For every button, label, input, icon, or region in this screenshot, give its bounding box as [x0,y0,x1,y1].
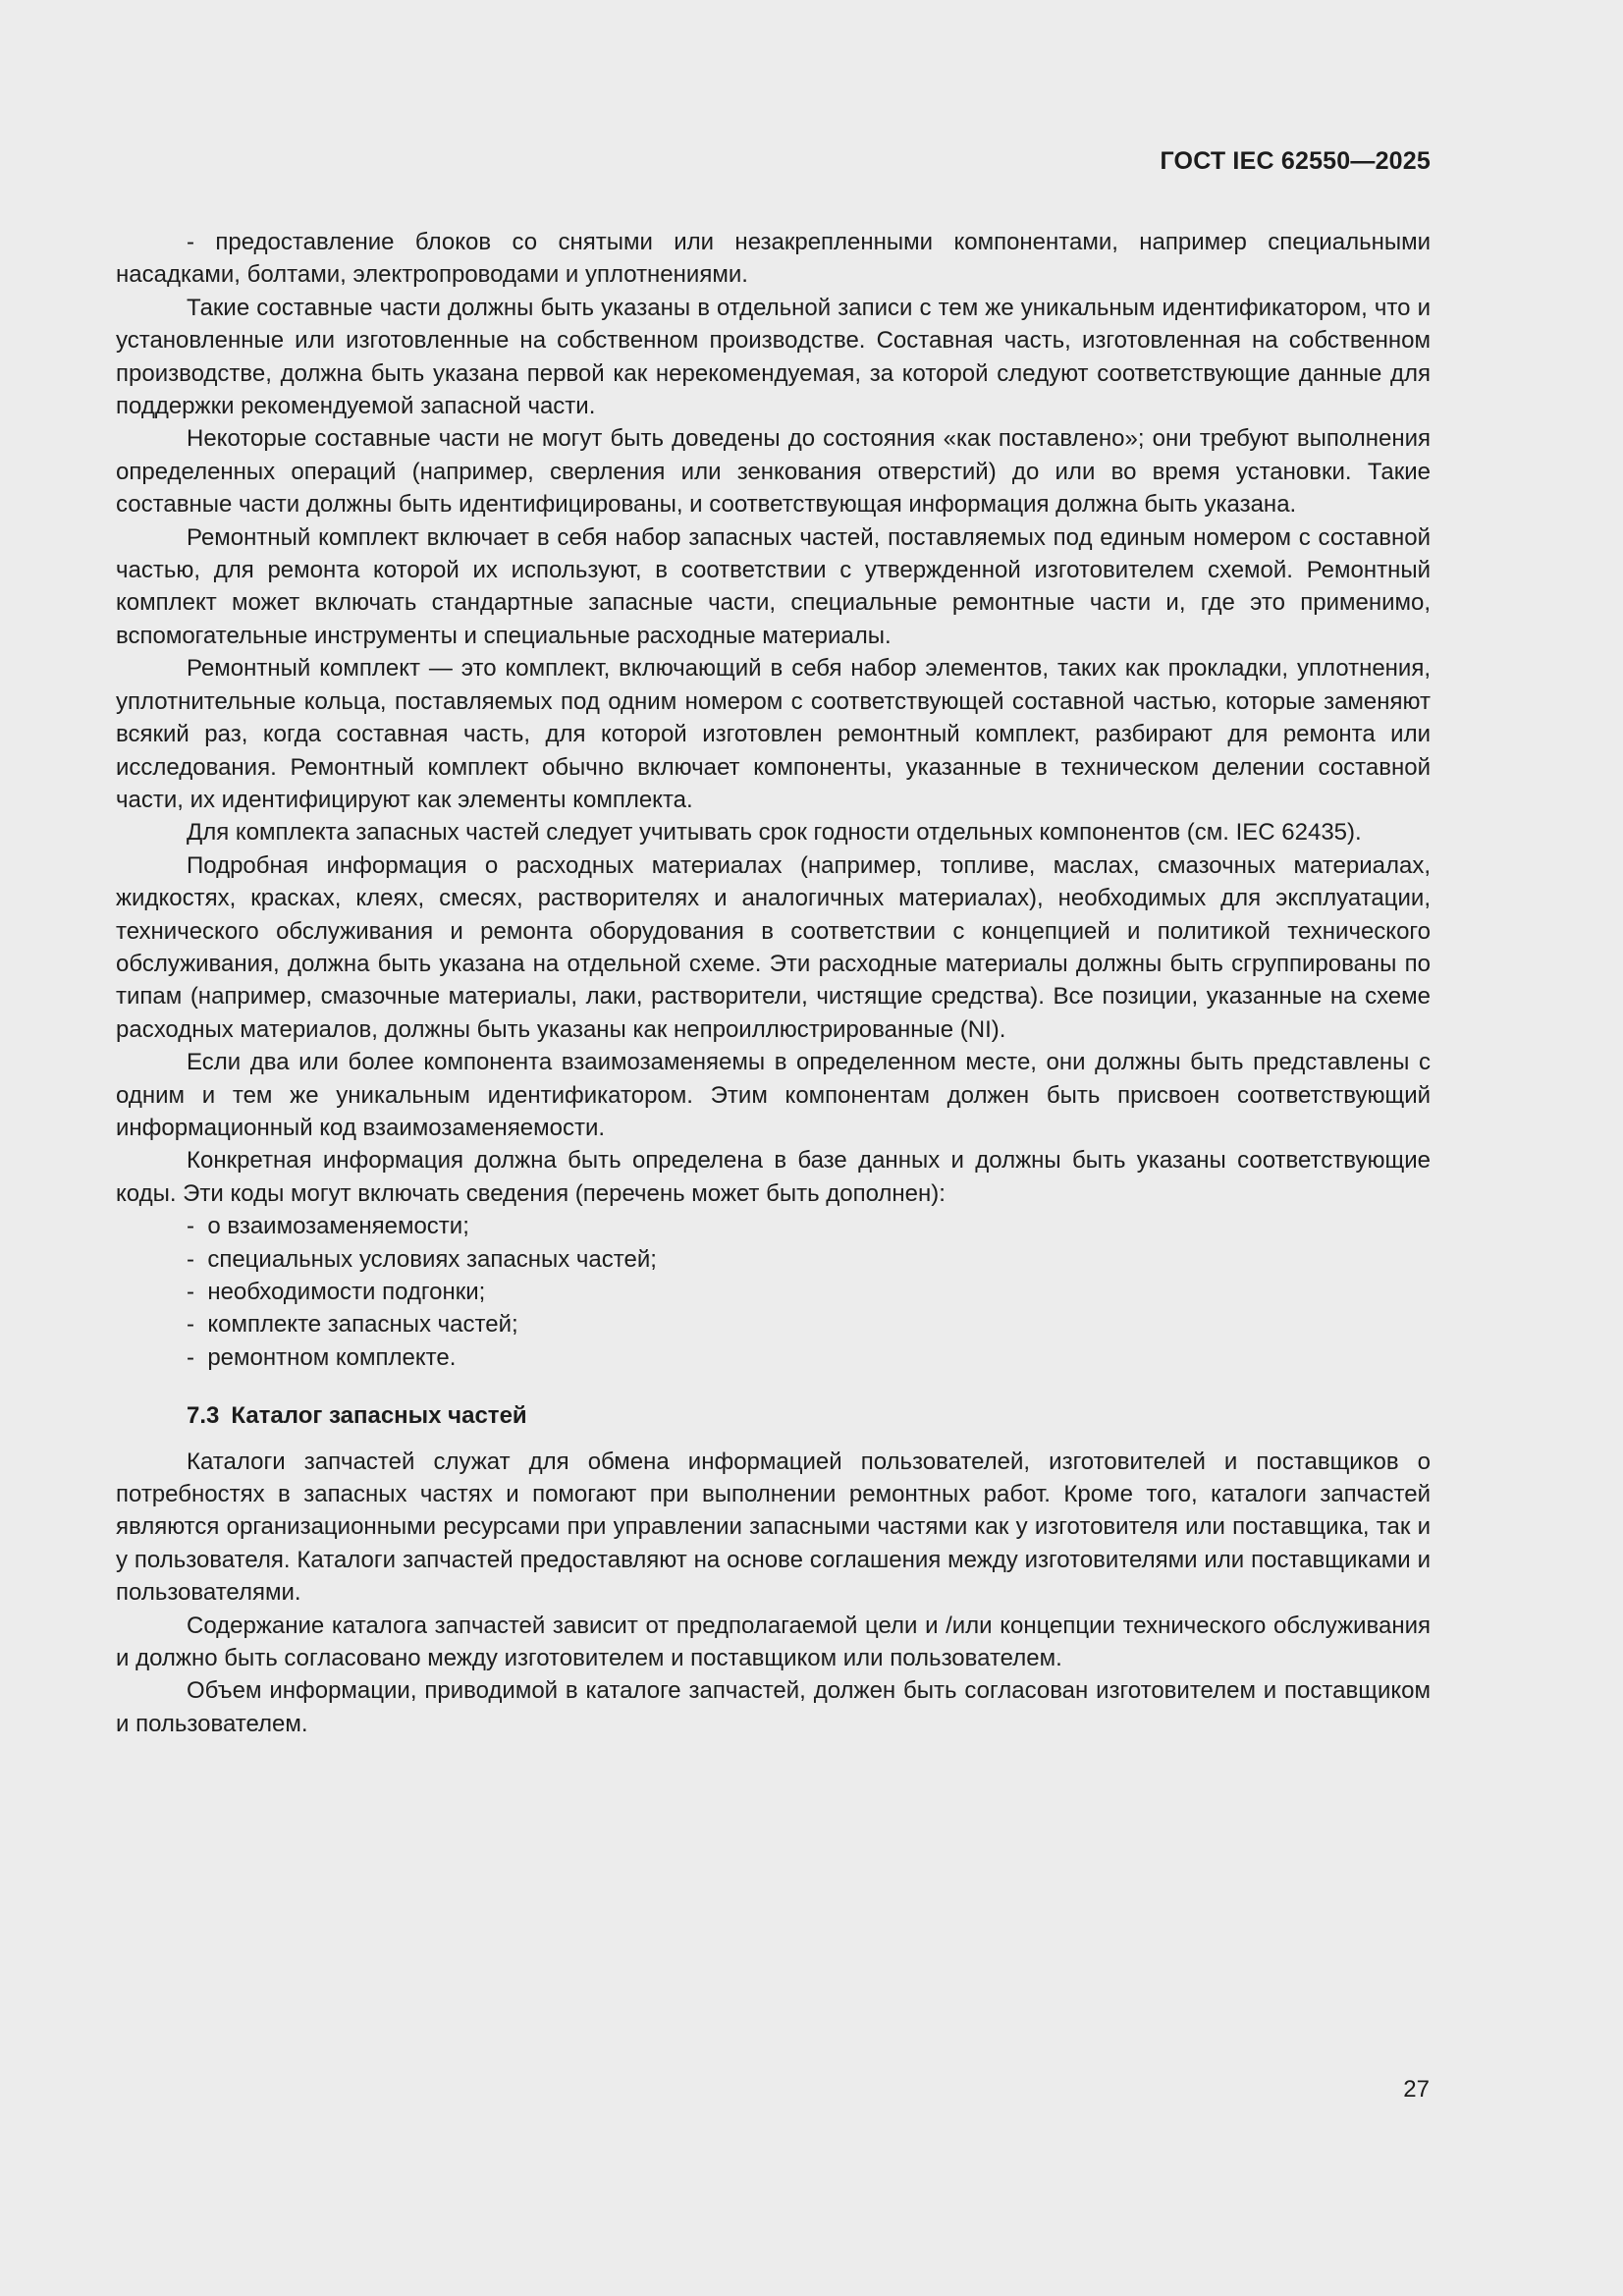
paragraph: Ремонтный комплект — это комплект, включающий в себя набор элементов, таких как прокладки, уплотнения, уплотнительные кольца, поставляемых под одним номером с соответствующей составной частью, которые заменяют всякий раз, когда составная часть, для которой изготовлен ремонтный комплект, разбирают для ремонта или исследования. Ремонтный комплект обычно включает компоненты, указанные в техническом делении составной части, их идентифицируют как элементы комплекта. [116,655,1431,813]
paragraph: Конкретная информация должна быть определена в базе данных и должны быть указаны соответствующие коды. Эти коды могут включать сведения (перечень может быть дополнен): [116,1147,1431,1207]
paragraph: Для комплекта запасных частей следует учитывать срок годности отдельных компонентов (см. IEC 62435). [187,819,1362,847]
list-item: - специальных условиях запасных частей; [187,1243,1431,1276]
paragraph-dash-item: - предоставление блоков со снятыми или незакрепленными компонентами, например специальными насадками, болтами, электропроводами и уплотнениями. [116,229,1431,289]
list-item: - комплекте запасных частей; [187,1308,1431,1340]
list-item: - необходимости подгонки; [187,1276,1431,1308]
paragraph: Каталоги запчастей служат для обмена информацией пользователей, изготовителей и поставщиков о потребностях в запасных частях и помогают при выполнении ремонтных работ. Кроме того, каталоги запчастей являются организационными ресурсами при управлении запасными частями как у изготовителя или поставщика, так и у пользователя. Каталоги запчастей предоставляют на основе соглашения между изготовителями или поставщиками и пользователями. [116,1448,1431,1607]
paragraph: Такие составные части должны быть указаны в отдельной записи с тем же уникальным идентификатором, что и установленные или изготовленные на собственном производстве. Составная часть, изготовленная на собственном производстве, должна быть указана первой как нерекомендуемая, за которой следуют соответствующие данные для поддержки рекомендуемой запасной части. [116,294,1431,420]
paragraph: Подробная информация о расходных материалах (например, топливе, маслах, смазочных материалах, жидкостях, красках, клеях, смесях, растворителях и аналогичных материалах), необходимых для эксплуатации, технического обслуживания и ремонта оборудования в соответствии с концепцией и политикой технического обслуживания, должна быть указана на отдельной схеме. Эти расходные материалы должны быть сгруппированы по типам (например, смазочные материалы, лаки, растворители, чистящие средства). Все позиции, указанные на схеме расходных материалов, должны быть указаны как непроиллюстрированные (NI). [116,851,1431,1043]
paragraph: Ремонтный комплект включает в себя набор запасных частей, поставляемых под единым номером с составной частью, для ремонта которой их используют, в соответствии с утвержденной изготовителем схемой. Ремонтный комплект может включать стандартные запасные части, специальные ремонтные части и, где это применимо, вспомогательные инструменты и специальные расходные материалы. [116,523,1431,649]
list-item: - ремонтном комплекте. [187,1341,1431,1374]
section-heading [187,1399,1431,1432]
paragraph: Объем информации, приводимой в каталоге запчастей, должен быть согласован изготовителем и поставщиком и пользователем. [116,1677,1431,1737]
page-number: 27 [1403,2076,1430,2103]
code-list [116,1210,1431,1374]
paragraph: Некоторые составные части не могут быть доведены до состояния «как поставлено»; они требуют выполнения определенных операций (например, сверления или зенкования отверстий) до или во время установки. Такие составные части должны быть идентифицированы, и соответствующая информация должна быть указана. [116,425,1431,519]
paragraph: Если два или более компонента взаимозаменяемы в определенном месте, они должны быть представлены с одним и тем же уникальным идентификатором. Этим компонентам должен быть присвоен соответствующий информационный код взаимозаменяемости. [116,1049,1431,1141]
section-number: 7.3 [187,1402,220,1430]
paragraph: Содержание каталога запчастей зависит от предполагаемой цели и /или концепции технического обслуживания и должно быть согласовано между изготовителем и поставщиком или пользователем. [116,1612,1431,1672]
section-title: Каталог запасных частей [231,1402,527,1430]
list-item: - о взаимозаменяемости; [187,1210,1431,1242]
document-body [116,226,1431,1740]
document-code-header: ГОСТ IEC 62550—2025 [1160,147,1431,175]
